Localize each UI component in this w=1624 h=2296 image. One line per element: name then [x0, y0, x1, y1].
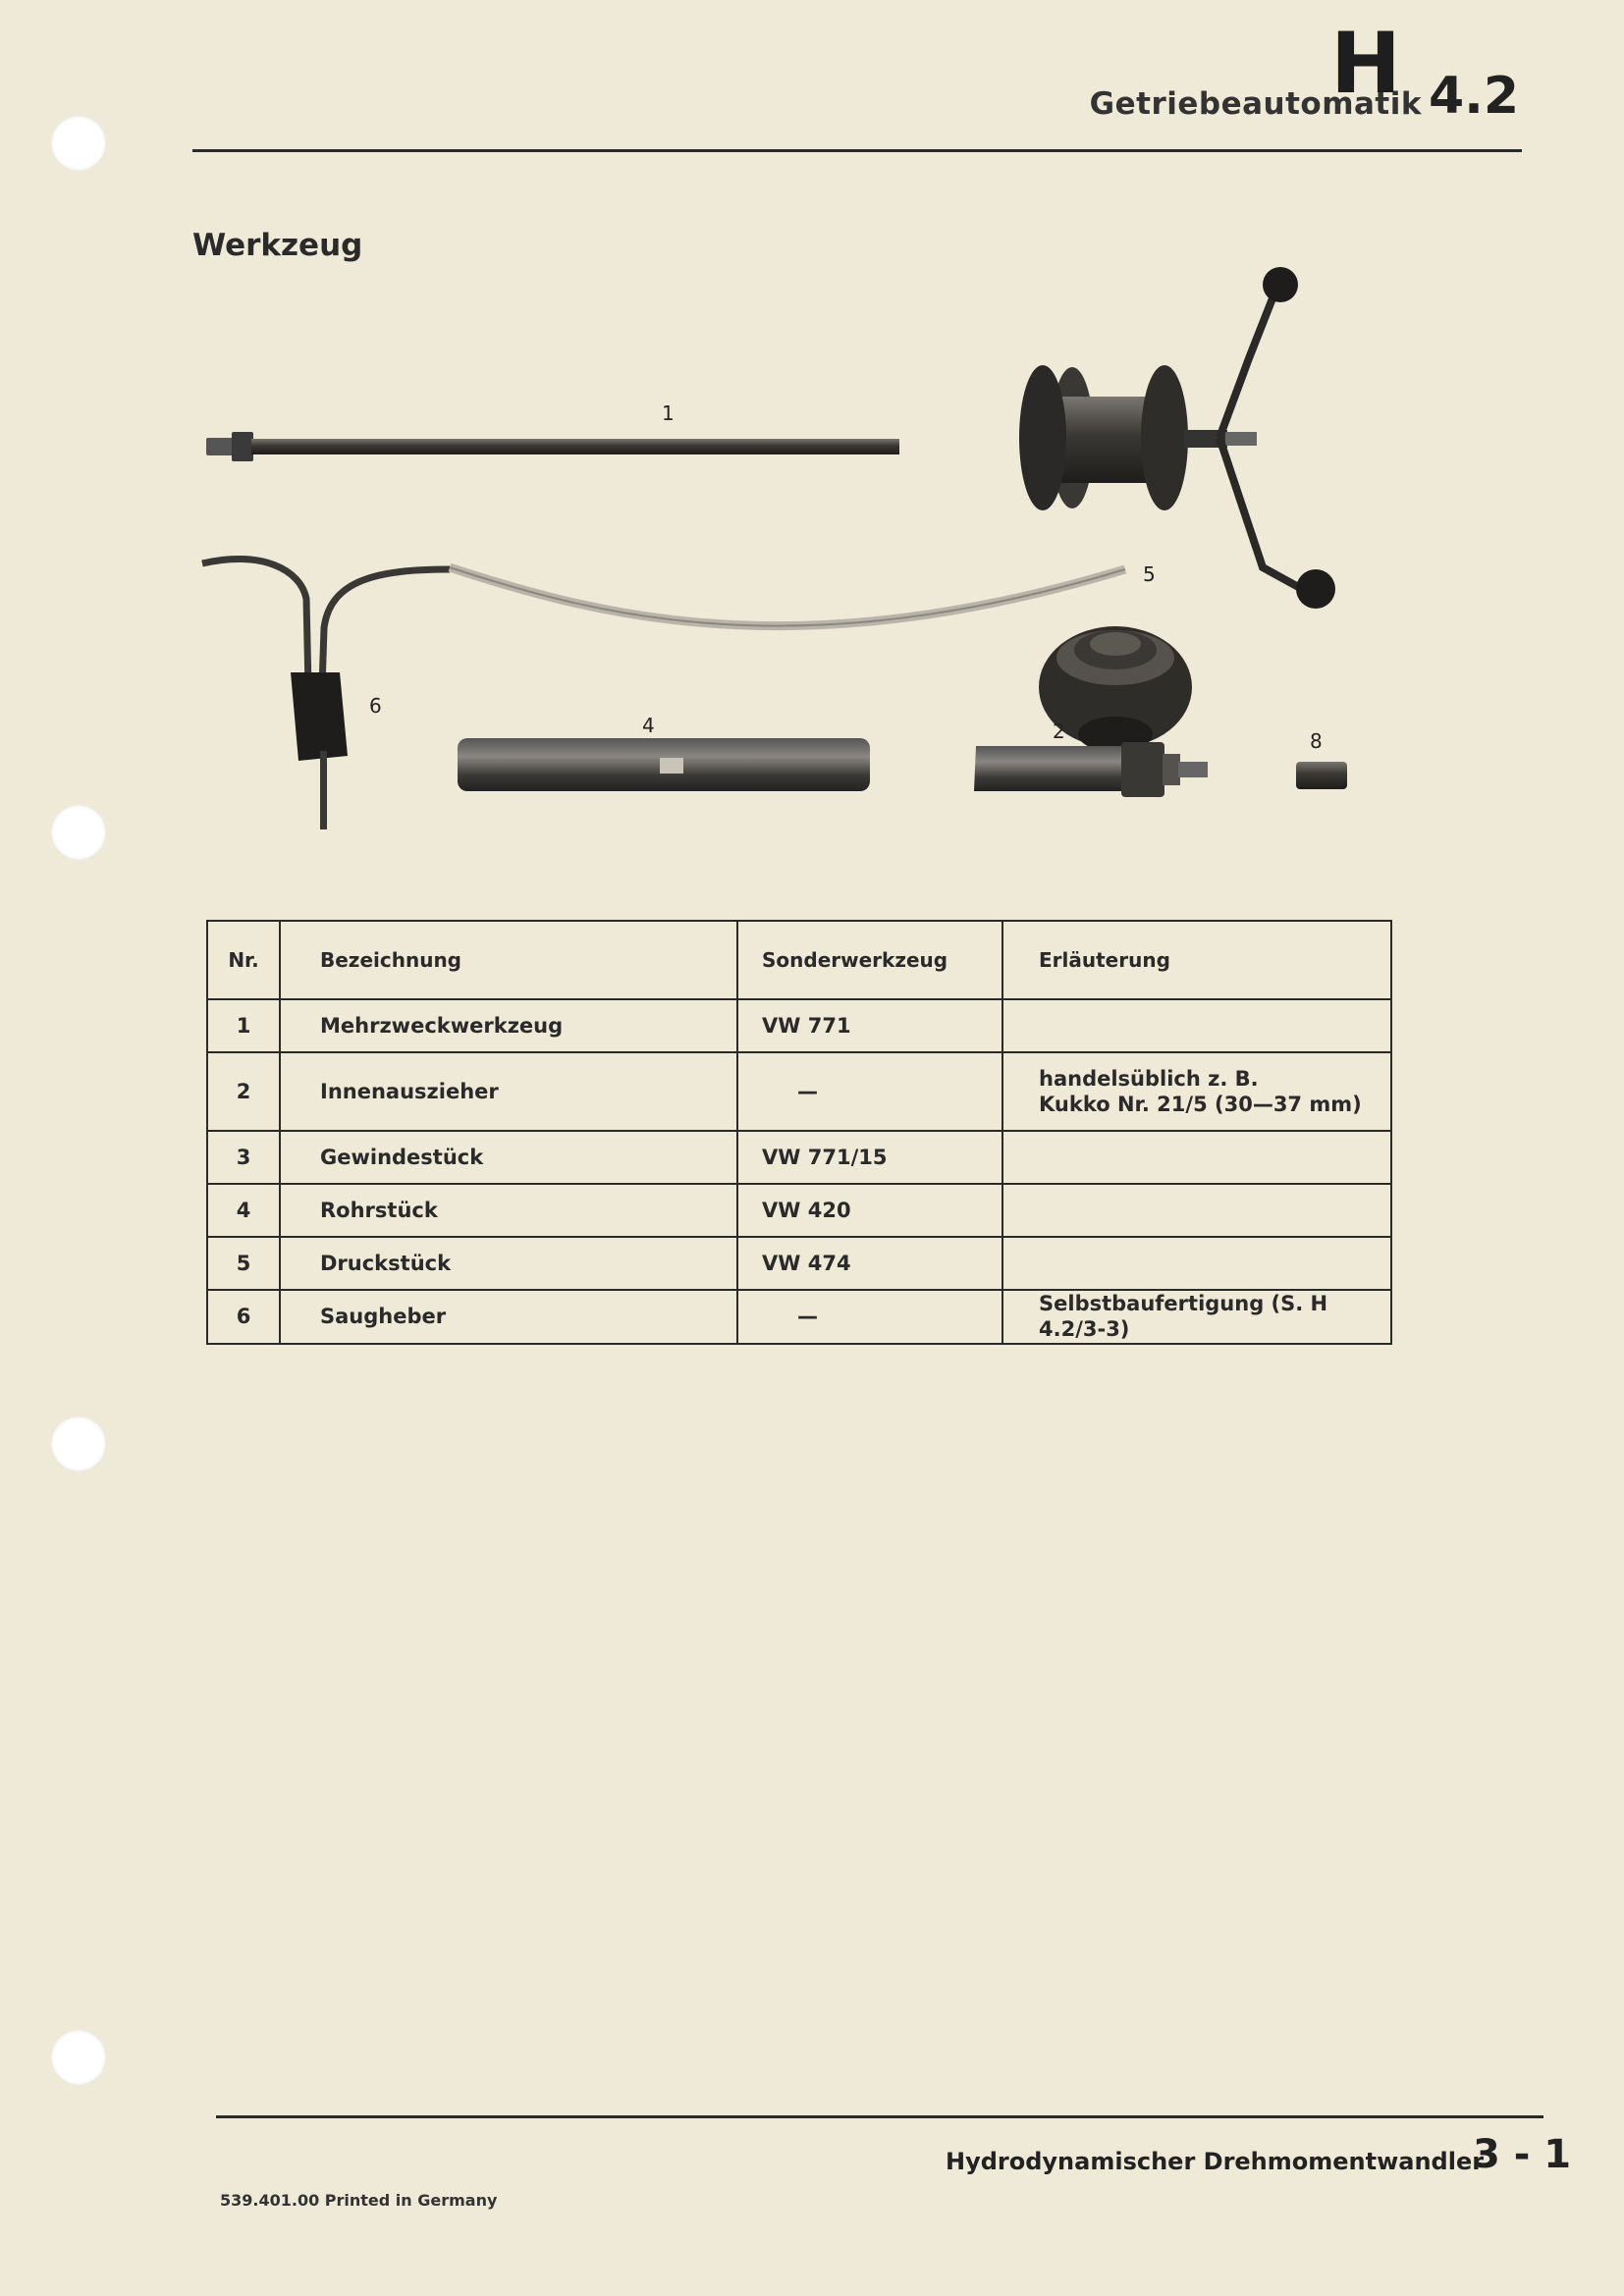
header-title: Getriebeautomatik: [1089, 86, 1422, 122]
tool-internal-puller: [974, 742, 1208, 797]
figure-label-6: 6: [369, 694, 382, 718]
punch-hole: [51, 1416, 106, 1471]
column-header-bezeichnung: Bezeichnung: [280, 921, 737, 999]
cell-sonderwerkzeug: VW 771/15: [737, 1131, 1002, 1184]
punch-hole: [51, 116, 106, 171]
cell-nr: 3: [207, 1131, 280, 1184]
figure-label-1: 1: [662, 401, 675, 425]
figure-label-2: 2: [1053, 720, 1065, 743]
column-header-nr: Nr.: [207, 921, 280, 999]
cell-erlaeuterung: [1002, 999, 1391, 1052]
tools-illustration: [192, 255, 1469, 844]
cell-nr: 2: [207, 1052, 280, 1131]
column-header-sonderwerkzeug: Sonderwerkzeug: [737, 921, 1002, 999]
erlaeuterung-line: Kukko Nr. 21/5 (30—37 mm): [1039, 1093, 1362, 1116]
cell-erlaeuterung: Selbstbaufertigung (S. H 4.2/3-3): [1002, 1290, 1391, 1344]
cell-sonderwerkzeug: VW 771: [737, 999, 1002, 1052]
cell-sonderwerkzeug: [737, 1290, 1002, 1344]
footer-title: Hydrodynamischer Drehmomentwandler: [946, 2148, 1485, 2175]
column-header-erlaeuterung: Erläuterung: [1002, 921, 1391, 999]
header-section-number: 4.2: [1429, 67, 1520, 126]
header-rule: [192, 149, 1522, 152]
erlaeuterung-line: handelsüblich z. B.: [1039, 1066, 1259, 1091]
dash-value: —: [797, 1080, 818, 1103]
cell-erlaeuterung: [1002, 1237, 1391, 1290]
cell-erlaeuterung: [1002, 1184, 1391, 1237]
figure-label-5: 5: [1143, 562, 1156, 586]
table-row: [207, 1290, 1391, 1344]
table-row: [207, 1052, 1391, 1131]
cell-nr: 4: [207, 1184, 280, 1237]
cell-sonderwerkzeug: VW 420: [737, 1184, 1002, 1237]
table-row: [207, 1237, 1391, 1290]
page-number: 3 - 1: [1473, 2132, 1572, 2177]
cell-erlaeuterung: [1002, 1131, 1391, 1184]
cell-sonderwerkzeug: VW 474: [737, 1237, 1002, 1290]
header-section-letter: H: [1330, 15, 1401, 113]
table-row: [207, 1131, 1391, 1184]
tool-tube-piece: [458, 738, 870, 791]
punch-hole: [51, 805, 106, 860]
cell-bezeichnung: Saugheber: [280, 1290, 737, 1344]
tool-multipurpose: [206, 267, 1335, 609]
dash-value: —: [797, 1305, 818, 1329]
cell-nr: 1: [207, 999, 280, 1052]
cell-bezeichnung: Gewindestück: [280, 1131, 737, 1184]
cell-bezeichnung: Druckstück: [280, 1237, 737, 1290]
tools-table: [206, 920, 1392, 1345]
table-row: [207, 1184, 1391, 1237]
cell-bezeichnung: Mehrzweckwerkzeug: [280, 999, 737, 1052]
cell-erlaeuterung: [1002, 1052, 1391, 1131]
table-header-row: [207, 921, 1391, 999]
cell-sonderwerkzeug: [737, 1052, 1002, 1131]
cell-nr: 6: [207, 1290, 280, 1344]
footer-rule: [216, 2115, 1543, 2118]
table-row: [207, 999, 1391, 1052]
cell-bezeichnung: Rohrstück: [280, 1184, 737, 1237]
punch-hole: [51, 2030, 106, 2085]
section-title: Werkzeug: [192, 228, 363, 263]
figure-label-8: 8: [1310, 729, 1323, 753]
cell-nr: 5: [207, 1237, 280, 1290]
figure-label-4: 4: [642, 714, 655, 737]
print-code: 539.401.00 Printed in Germany: [220, 2191, 498, 2210]
tool-bushing: [1296, 762, 1347, 789]
cell-bezeichnung: Innenauszieher: [280, 1052, 737, 1131]
